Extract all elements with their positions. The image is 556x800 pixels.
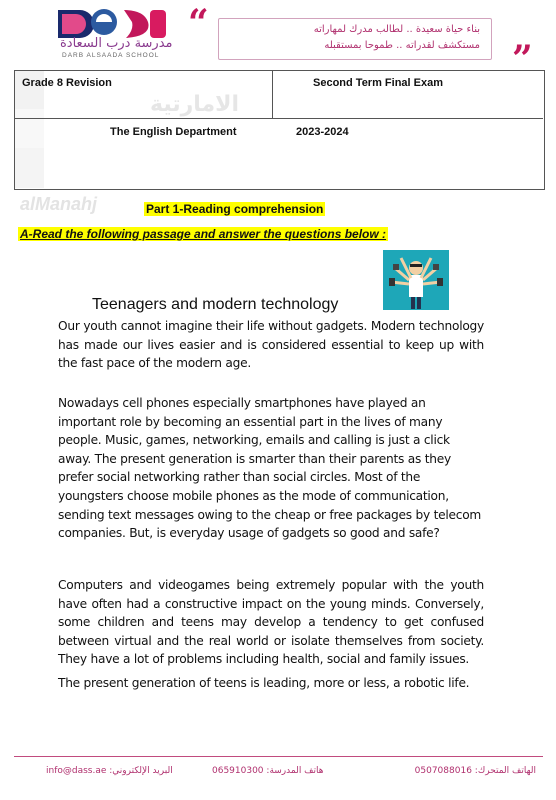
watermark-text-ar: الامارتية <box>150 92 240 117</box>
footer-divider <box>14 756 543 757</box>
table-divider <box>272 70 273 118</box>
passage-paragraph: Nowadays cell phones especially smartphones have played an important role by becoming an essential part in the lives of many people. Music, games, networking, emails and calling is just a click away. The present generation is smarter than their parents as they prefer social networking rather than social circles. Most of the youngsters choose mobile phones as the mode of communication, sending text messages owing to the cheap or free packages by telecom companies. But, is everyday usage of gadgets so good and safe? <box>58 396 482 541</box>
footer-phone: هاتف المدرسة: 065910300 <box>212 766 324 776</box>
part-heading: Part 1-Reading comprehension <box>146 202 324 216</box>
quote-close-icon: ” <box>512 38 533 80</box>
passage-paragraph: Our youth cannot imagine their life without gadgets. Modern technology has made our lives easier and is considered essential to keep up with the fast pace of the modern age. <box>58 319 484 371</box>
passage-paragraph: Computers and videogames being extremely popular with the youth have often had a constructive impact on the young minds. Conversely, some children and teens may develop a tendency to get confused between virtual and the real world or isolate themselves from society. They have a lot of problems including health, social and family issues. <box>58 578 484 667</box>
teen-gadgets-illustration <box>383 250 449 310</box>
passage-title: Teenagers and modern technology <box>92 296 339 313</box>
grade-label: Grade 8 Revision <box>22 77 112 89</box>
year-label: 2023-2024 <box>296 126 349 138</box>
school-name-en: DARB ALSAADA SCHOOL <box>62 52 160 59</box>
footer-email: البريد الإلكتروني: info@dass.ae <box>46 766 173 776</box>
school-name-ar: مدرسة درب السعادة <box>60 36 173 51</box>
passage-paragraph: The present generation of teens is leading, more or less, a robotic life. <box>58 676 470 690</box>
department-label: The English Department <box>110 126 237 138</box>
slogan-line-2: مستكشف لقدراته .. طموحا بمستقبله <box>324 40 480 51</box>
table-divider <box>272 118 543 119</box>
table-divider <box>14 118 286 119</box>
quote-open-icon: “ <box>188 2 209 44</box>
exam-label: Second Term Final Exam <box>313 77 444 89</box>
instruction-heading: A-Read the following passage and answer the questions below : <box>20 227 387 241</box>
footer-mobile: الهاتف المتحرك: 0507088016 <box>414 766 536 776</box>
watermark-text-en: alManahj <box>20 194 98 214</box>
slogan-line-1: بناء حياة سعيدة .. لطالب مدرك لمهاراته <box>313 24 480 35</box>
